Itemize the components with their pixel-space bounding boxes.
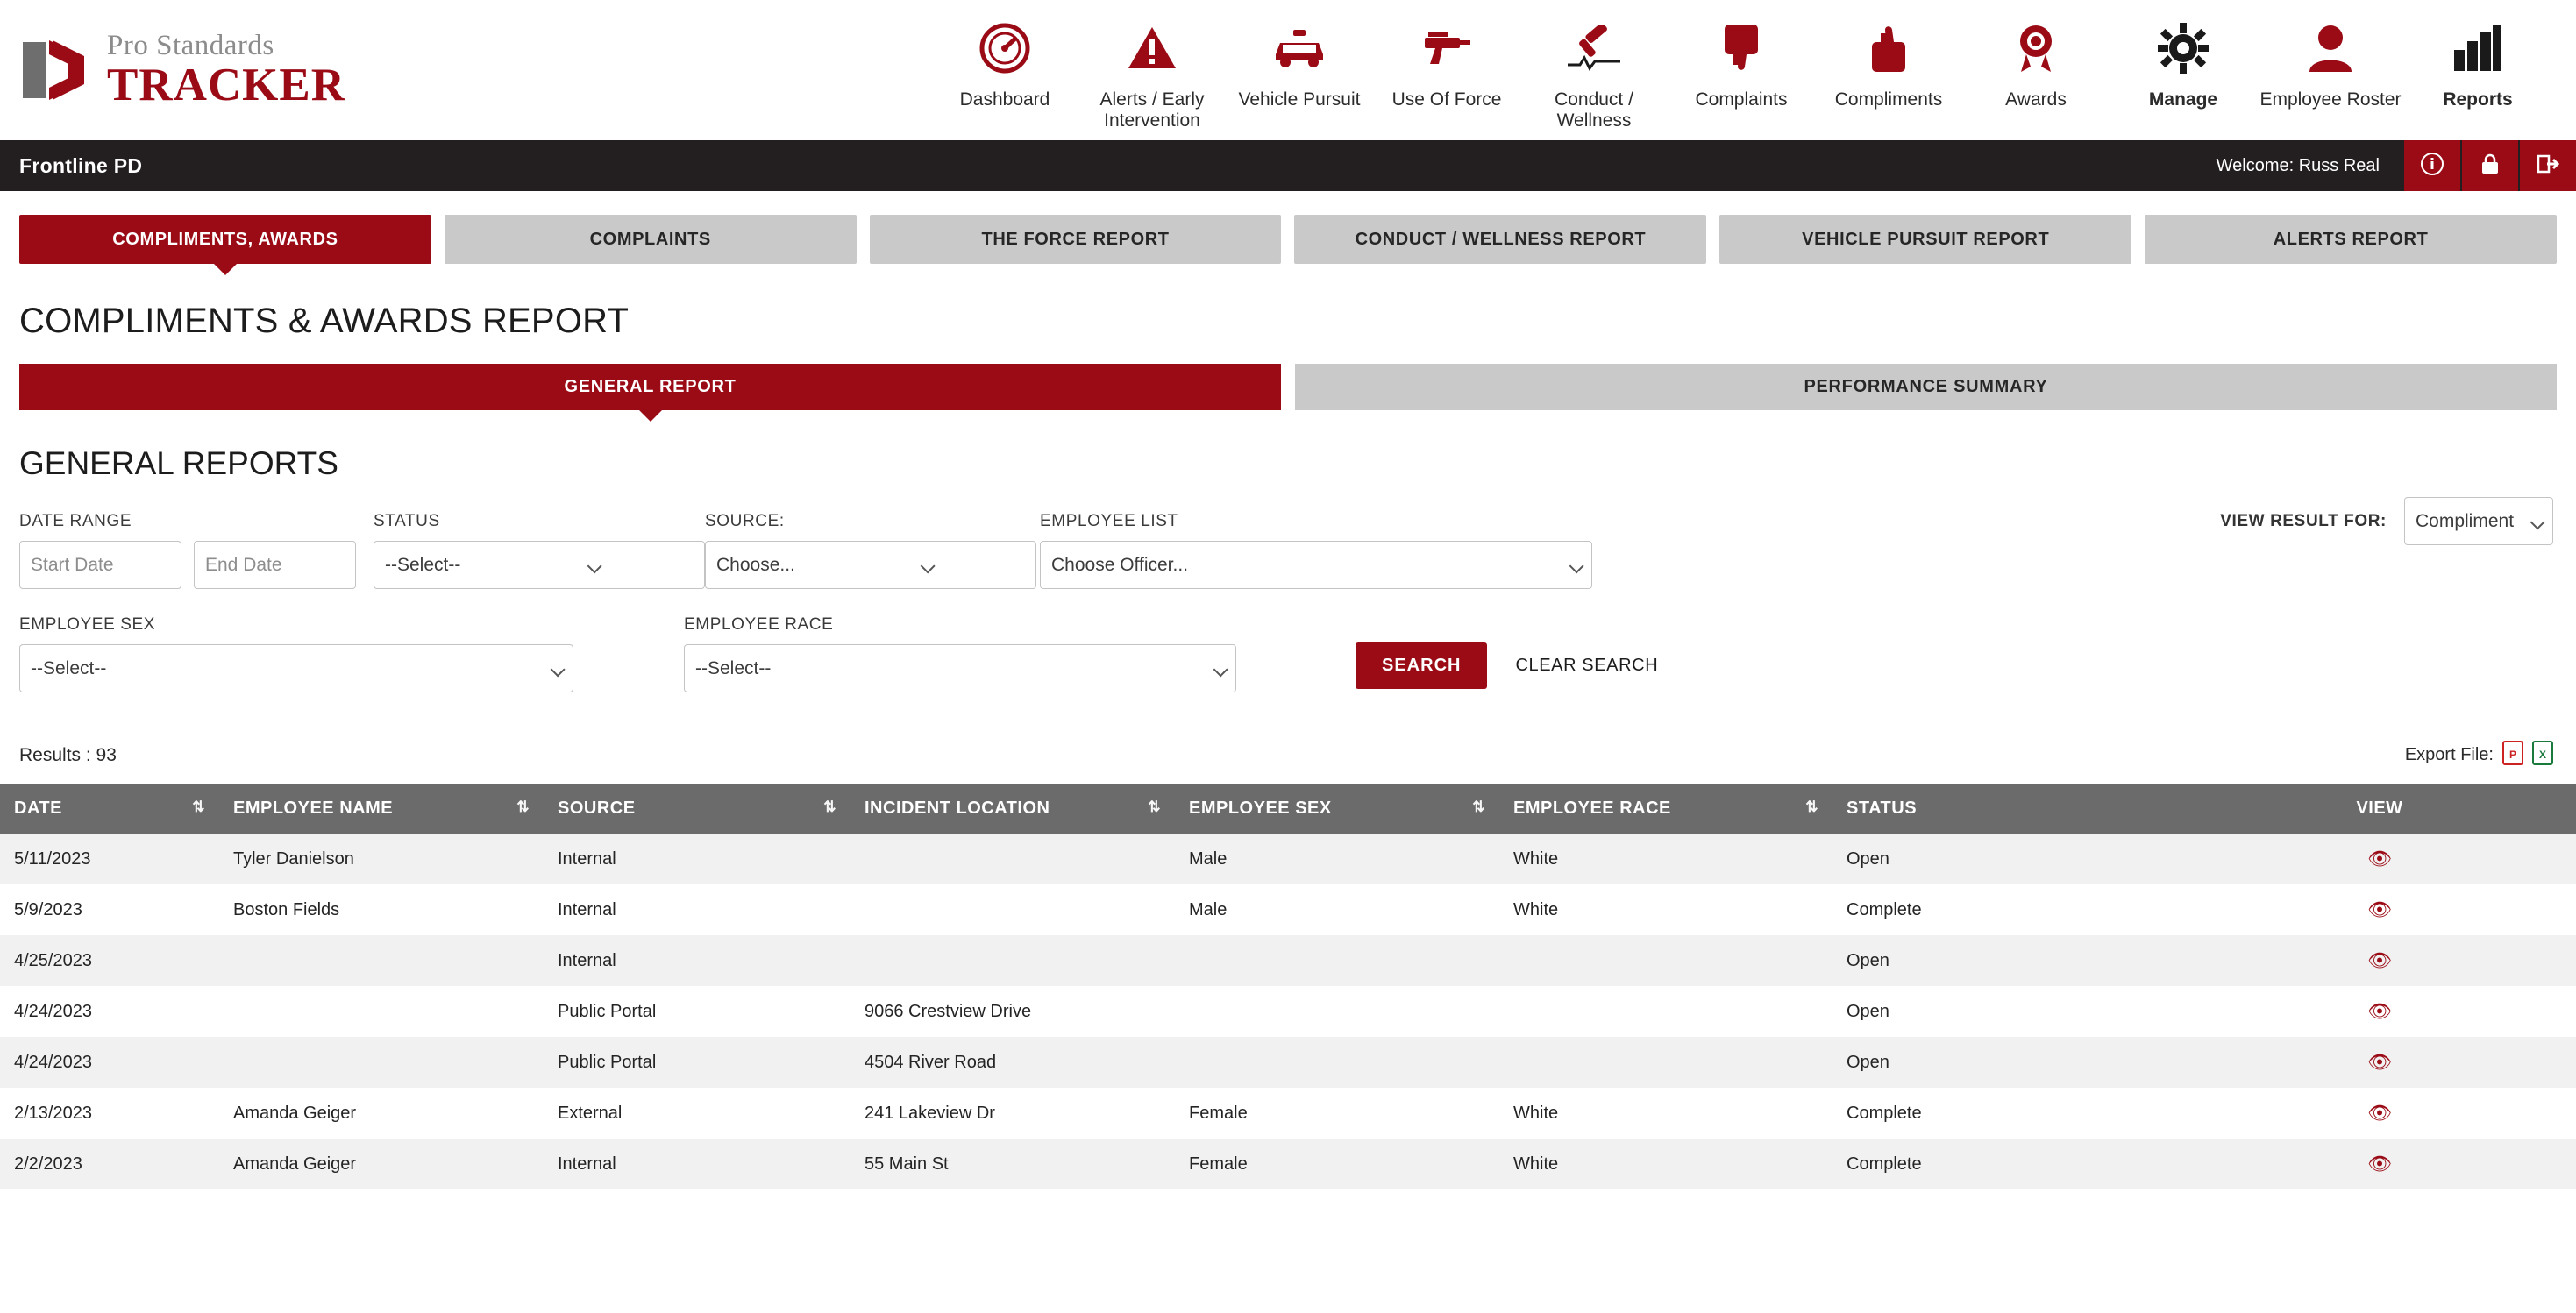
info-icon — [2421, 153, 2444, 180]
cell-employee-sex — [1175, 1037, 1499, 1088]
eye-icon[interactable]: 👁 — [2367, 949, 2392, 971]
column-label: DATE — [14, 798, 62, 818]
agency-bar — [0, 140, 2576, 191]
table-row[interactable] — [0, 1088, 2576, 1139]
nav-item-compliments[interactable] — [1815, 8, 1962, 110]
cell-view[interactable] — [2183, 986, 2576, 1037]
primary-nav — [931, 8, 2555, 131]
info-button[interactable] — [2402, 140, 2460, 191]
employee-list-select-wrap — [1040, 541, 1592, 589]
status-label: STATUS — [374, 512, 440, 530]
nav-item-label: Complaints — [1695, 89, 1788, 110]
gavel-heartbeat-icon — [1566, 15, 1622, 82]
thumbs-down-icon — [1721, 15, 1761, 82]
cell-employee-race — [1499, 1037, 1832, 1088]
logout-icon — [2537, 153, 2559, 179]
filter-row-1 — [19, 512, 2557, 589]
eye-icon[interactable]: 👁 — [2367, 1153, 2392, 1175]
nav-item-dashboard[interactable] — [931, 8, 1078, 110]
sort-icon[interactable]: ⇅ — [192, 798, 205, 815]
start-date-input[interactable] — [19, 541, 181, 589]
cell-status: Open — [1847, 950, 1889, 970]
filter-row-2 — [19, 615, 2557, 692]
tab-label: VEHICLE PURSUIT REPORT — [1802, 230, 2050, 249]
agency-bar-right — [2217, 140, 2576, 191]
gear-icon — [2158, 15, 2209, 82]
cell-employee-sex: Male — [1189, 899, 1228, 919]
brand-line-1: Pro Standards — [107, 29, 274, 61]
column-header-employee-race[interactable] — [1499, 784, 1832, 834]
column-label: INCIDENT LOCATION — [865, 798, 1050, 818]
welcome-text: Welcome: Russ Real — [2216, 155, 2380, 175]
cell-view[interactable] — [2183, 884, 2576, 935]
cell-status: Complete — [1847, 1103, 1922, 1123]
employee-race-label: EMPLOYEE RACE — [684, 615, 834, 634]
table-row[interactable] — [0, 1139, 2576, 1189]
nav-item-manage[interactable] — [2110, 8, 2257, 110]
nav-item-label: Manage — [2148, 89, 2218, 110]
cell-view[interactable] — [2183, 1139, 2576, 1189]
svg-text:X: X — [2538, 749, 2547, 761]
cell-employee-name: Amanda Geiger — [233, 1153, 357, 1174]
eye-icon[interactable]: 👁 — [2367, 898, 2392, 920]
table-header — [0, 784, 2576, 834]
cell-status: Open — [1847, 848, 1889, 869]
nav-item-label: Vehicle Pursuit — [1238, 89, 1361, 110]
tab-force-report[interactable] — [870, 215, 1282, 264]
search-actions — [1356, 642, 1658, 692]
eye-icon[interactable]: 👁 — [2367, 1000, 2392, 1022]
tab-label: COMPLAINTS — [589, 230, 711, 249]
sub-tabs — [0, 341, 2576, 410]
column-header-view — [2183, 784, 2576, 834]
cell-status: Complete — [1847, 899, 1922, 919]
nav-item-label: Compliments — [1834, 89, 1943, 110]
nav-item-label: Alerts / Early Intervention — [1099, 89, 1205, 131]
source-select[interactable] — [705, 541, 1036, 589]
eye-icon[interactable]: 👁 — [2367, 848, 2392, 869]
taser-icon — [1418, 15, 1476, 82]
column-label: EMPLOYEE NAME — [233, 798, 394, 818]
cell-employee-race — [1499, 935, 1832, 986]
cell-employee-sex: Female — [1189, 1153, 1248, 1174]
results-bar — [0, 741, 2576, 770]
nav-item-reports[interactable] — [2404, 8, 2551, 110]
logout-button[interactable] — [2518, 140, 2576, 191]
cell-view[interactable] — [2183, 935, 2576, 986]
svg-text:P: P — [2508, 749, 2517, 761]
section-title: GENERAL REPORTS — [19, 445, 338, 481]
cell-source: Internal — [558, 950, 616, 970]
cell-employee-name: Amanda Geiger — [233, 1103, 357, 1123]
nav-item-employee-roster[interactable] — [2257, 8, 2404, 110]
cell-view[interactable] — [2183, 1088, 2576, 1139]
cell-employee-sex — [1175, 935, 1499, 986]
cell-employee-sex — [1175, 986, 1499, 1037]
bar-chart-icon — [2452, 15, 2503, 82]
shield-logo-icon — [19, 37, 88, 103]
speedometer-icon — [979, 15, 1030, 82]
nav-item-label: Use Of Force — [1391, 89, 1502, 110]
table-row[interactable] — [0, 935, 2576, 986]
tab-label: THE FORCE REPORT — [981, 230, 1170, 249]
cell-date: 2/2/2023 — [14, 1153, 82, 1174]
brand-text — [107, 29, 346, 110]
sort-icon[interactable]: ⇅ — [516, 798, 530, 815]
clear-search-link[interactable]: CLEAR SEARCH — [1515, 656, 1659, 675]
cell-status: Open — [1847, 1052, 1889, 1072]
column-header-source[interactable] — [544, 784, 850, 834]
cell-date: 4/24/2023 — [14, 1052, 92, 1072]
view-result-label: VIEW RESULT FOR: — [2220, 511, 2387, 530]
employee-sex-label: EMPLOYEE SEX — [19, 615, 156, 634]
table-row[interactable] — [0, 834, 2576, 884]
tab-label: COMPLIMENTS, AWARDS — [112, 230, 338, 249]
cell-employee-sex: Male — [1189, 848, 1228, 869]
sort-icon[interactable]: ⇅ — [823, 798, 836, 815]
column-label: EMPLOYEE RACE — [1513, 798, 1671, 818]
cell-source: Internal — [558, 848, 616, 869]
excel-icon[interactable] — [2532, 741, 2553, 770]
employee-sex-select[interactable] — [19, 644, 573, 692]
cell-status: Open — [1847, 1001, 1889, 1021]
cell-source: Internal — [558, 1153, 616, 1174]
column-header-date[interactable] — [0, 784, 219, 834]
nav-item-use-of-force[interactable] — [1373, 8, 1520, 110]
source-select-wrap — [705, 541, 943, 589]
tab-complaints[interactable] — [445, 215, 857, 264]
column-header-status[interactable] — [1832, 784, 2183, 834]
cell-incident-location — [850, 834, 1175, 884]
cell-view[interactable] — [2183, 834, 2576, 884]
cell-employee-race: White — [1513, 1103, 1559, 1123]
cell-employee-name — [219, 986, 544, 1037]
cell-date: 5/9/2023 — [14, 899, 82, 919]
cell-date: 4/24/2023 — [14, 1001, 92, 1021]
lock-icon — [2480, 153, 2501, 180]
cell-employee-name — [219, 1037, 544, 1088]
column-header-employee-name[interactable] — [219, 784, 544, 834]
employee-list-group — [1040, 512, 1592, 589]
tab-vehicle-pursuit-report[interactable] — [1719, 215, 2131, 264]
page-title: COMPLIMENTS & AWARDS REPORT — [19, 302, 630, 340]
nav-item-label: Reports — [2443, 89, 2513, 110]
column-label: SOURCE — [558, 798, 636, 818]
results-count: Results : 93 — [19, 744, 117, 765]
cell-incident-location: 55 Main St — [865, 1153, 949, 1174]
cell-employee-name — [219, 935, 544, 986]
employee-race-group — [684, 615, 1236, 692]
subtab-performance-summary[interactable] — [1295, 364, 2557, 410]
employee-sex-select-wrap — [19, 644, 573, 692]
cell-source: Public Portal — [558, 1052, 657, 1072]
column-label: EMPLOYEE SEX — [1189, 798, 1332, 818]
status-select[interactable] — [374, 541, 705, 589]
cell-date: 2/13/2023 — [14, 1103, 92, 1123]
source-group — [705, 512, 943, 589]
sort-icon[interactable]: ⇅ — [1148, 798, 1161, 815]
search-button[interactable]: SEARCH — [1356, 642, 1487, 689]
employee-sex-group — [19, 615, 573, 692]
police-car-icon — [1270, 15, 1328, 82]
nav-item-conduct-wellness[interactable] — [1520, 8, 1668, 131]
cell-employee-race: White — [1513, 899, 1559, 919]
table-row[interactable] — [0, 986, 2576, 1037]
employee-race-select-wrap — [684, 644, 1236, 692]
award-ribbon-icon — [2013, 15, 2059, 82]
nav-item-label: Conduct / Wellness — [1555, 89, 1633, 131]
results-table — [0, 784, 2576, 1189]
app-header — [0, 0, 2576, 140]
thumbs-up-icon — [1868, 15, 1909, 82]
tab-conduct-wellness-report[interactable] — [1294, 215, 1706, 264]
employee-race-select[interactable] — [684, 644, 1236, 692]
cell-employee-race: White — [1513, 1153, 1559, 1174]
subtab-label: PERFORMANCE SUMMARY — [1804, 377, 2048, 396]
status-select-wrap — [374, 541, 610, 589]
table-row[interactable] — [0, 1037, 2576, 1088]
cell-incident-location — [850, 884, 1175, 935]
column-header-incident-location[interactable] — [850, 784, 1175, 834]
date-range-group — [19, 512, 374, 589]
cell-incident-location: 241 Lakeview Dr — [865, 1103, 995, 1123]
employee-list-select[interactable] — [1040, 541, 1592, 589]
cell-employee-name: Boston Fields — [233, 899, 340, 919]
employee-list-label: EMPLOYEE LIST — [1040, 512, 1178, 530]
warning-triangle-icon — [1127, 15, 1178, 82]
cell-employee-race: White — [1513, 848, 1559, 869]
cell-employee-sex: Female — [1189, 1103, 1248, 1123]
nav-item-complaints[interactable] — [1668, 8, 1815, 110]
filter-panel — [0, 512, 2576, 692]
cell-source: Public Portal — [558, 1001, 657, 1021]
column-label: VIEW — [2356, 798, 2403, 818]
lock-button[interactable] — [2460, 140, 2518, 191]
date-range-label: DATE RANGE — [19, 512, 132, 530]
tab-label: CONDUCT / WELLNESS REPORT — [1355, 230, 1647, 249]
eye-icon[interactable]: 👁 — [2367, 1102, 2392, 1124]
tab-alerts-report[interactable] — [2145, 215, 2557, 264]
table-header-row — [0, 784, 2576, 834]
column-label: STATUS — [1847, 798, 1918, 818]
source-label: SOURCE: — [705, 512, 785, 530]
cell-incident-location: 4504 River Road — [865, 1052, 997, 1072]
cell-date: 4/25/2023 — [14, 950, 92, 970]
person-icon — [2308, 15, 2353, 82]
tab-label: ALERTS REPORT — [2273, 230, 2429, 249]
pdf-icon[interactable] — [2502, 741, 2523, 770]
column-header-employee-sex[interactable] — [1175, 784, 1499, 834]
cell-view[interactable] — [2183, 1037, 2576, 1088]
nav-item-vehicle-pursuit[interactable] — [1226, 8, 1373, 110]
table-row[interactable] — [0, 884, 2576, 935]
export-label: Export File: — [2404, 745, 2494, 764]
cell-date: 5/11/2023 — [14, 848, 91, 869]
sort-icon[interactable]: ⇅ — [1805, 798, 1818, 815]
subtab-label: GENERAL REPORT — [564, 377, 737, 396]
cell-source: Internal — [558, 899, 616, 919]
nav-item-label: Awards — [2005, 89, 2067, 110]
cell-source: External — [558, 1103, 623, 1123]
nav-item-awards[interactable] — [1962, 8, 2110, 110]
brand-logo-block[interactable] — [19, 29, 346, 110]
brand-line-2: TRACKER — [107, 59, 346, 110]
nav-item-label: Employee Roster — [2259, 89, 2402, 110]
table-body — [0, 834, 2576, 1189]
agency-name: Frontline PD — [19, 153, 143, 177]
cell-employee-name: Tyler Danielson — [233, 848, 354, 869]
sort-icon[interactable]: ⇅ — [1472, 798, 1485, 815]
export-group — [2405, 741, 2553, 770]
subtab-general-report[interactable] — [19, 364, 1281, 410]
nav-item-alerts-early-intervention[interactable] — [1078, 8, 1226, 131]
nav-item-label: Dashboard — [959, 89, 1050, 110]
tab-compliments-awards[interactable] — [19, 215, 431, 264]
report-tabs — [0, 191, 2576, 264]
end-date-input[interactable] — [194, 541, 356, 589]
date-inputs — [19, 541, 374, 589]
cell-employee-race — [1499, 986, 1832, 1037]
cell-incident-location — [850, 935, 1175, 986]
cell-incident-location: 9066 Crestview Drive — [865, 1001, 1032, 1021]
eye-icon[interactable]: 👁 — [2367, 1051, 2392, 1073]
status-group — [374, 512, 610, 589]
cell-status: Complete — [1847, 1153, 1922, 1174]
